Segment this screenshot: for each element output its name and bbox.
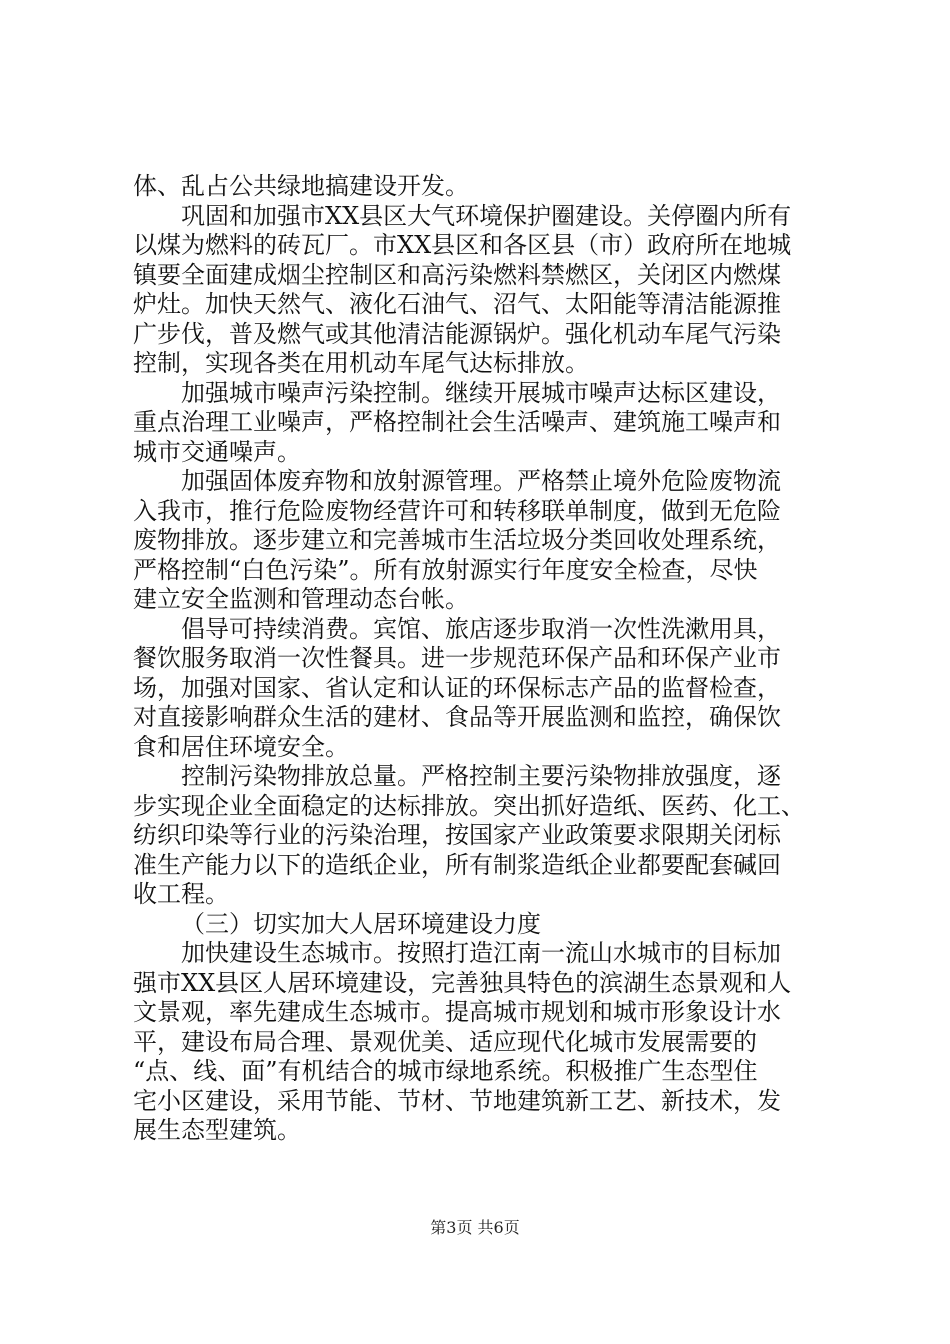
paragraph-line: 炉灶。加快天然气、液化石油气、沼气、太阳能等清洁能源推	[133, 290, 781, 318]
paragraph-line: 纺织印染等行业的污染治理，按国家产业政策要求限期关闭标	[133, 821, 781, 849]
paragraph-line: 对直接影响群众生活的建材、食品等开展监测和监控，确保饮	[133, 703, 781, 731]
paragraph-line: 严格控制“白色污染”。所有放射源实行年度安全检查，尽快	[133, 555, 758, 584]
paragraph-line: 加强城市噪声污染控制。继续开展城市噪声达标区建设，	[181, 378, 781, 407]
paragraph-line: 文景观，率先建成生态城市。提高城市规划和城市形象设计水	[133, 998, 781, 1026]
paragraph-line: 准生产能力以下的造纸企业，所有制浆造纸企业都要配套碱回	[133, 850, 781, 879]
paragraph-line: 巩固和加强市XX县区大气环境保护圈建设。关停圈内所有	[181, 201, 792, 230]
paragraph-line: 展生态型建筑。	[133, 1116, 301, 1144]
paragraph-line: 宅小区建设，采用节能、节材、节地建筑新工艺、新技术，发	[133, 1086, 781, 1115]
paragraph-line: 城市交通噪声。	[133, 437, 301, 466]
paragraph-noise-control	[133, 379, 833, 468]
paragraph-line: 食和居住环境安全。	[133, 732, 349, 761]
document-body	[133, 172, 833, 1146]
paragraph-emission-control	[133, 762, 833, 910]
paragraph-line: 餐饮服务取消一次性餐具。进一步规范环保产品和环保产业市	[133, 644, 781, 672]
paragraph-sustainable-consumption	[133, 615, 833, 763]
paragraph-air-protection	[133, 202, 833, 379]
paragraph-line: 平，建设布局合理、景观优美、适应现代化城市发展需要的	[133, 1027, 757, 1056]
paragraph-line: 强市XX县区人居环境建设，完善独具特色的滨湖生态景观和人	[133, 968, 792, 997]
paragraph-line: 收工程。	[133, 880, 229, 908]
page-number-footer: 第3页 共6页	[430, 1218, 520, 1237]
paragraph-line: 步实现企业全面稳定的达标排放。突出抓好造纸、医药、化工、	[133, 791, 805, 820]
paragraph-line: 广步伐，普及燃气或其他清洁能源锅炉。强化机动车尾气污染	[133, 319, 781, 348]
paragraph-eco-city	[133, 939, 833, 1146]
paragraph-line: 入我市，推行危险废物经营许可和转移联单制度，做到无危险	[133, 496, 781, 525]
paragraph-line: “点、线、面”有机结合的城市绿地系统。积极推广生态型住	[133, 1057, 758, 1085]
paragraph-line: 镇要全面建成烟尘控制区和高污染燃料禁燃区，关闭区内燃煤	[133, 260, 781, 289]
paragraph-line: 建立安全监测和管理动态台帐。	[133, 585, 469, 613]
section-heading-block	[133, 910, 833, 940]
paragraph-solid-waste	[133, 467, 833, 615]
paragraph-line: 控制污染物排放总量。严格控制主要污染物排放强度，逐	[181, 762, 781, 790]
paragraph-line: 重点治理工业噪声，严格控制社会生活噪声、建筑施工噪声和	[133, 408, 781, 436]
paragraph-line: 加强固体废弃物和放射源管理。严格禁止境外危险废物流	[181, 467, 781, 495]
paragraph-green-space	[133, 172, 833, 202]
section-heading: （三）切实加大人居环境建设力度	[181, 909, 541, 938]
paragraph-line: 场，加强对国家、省认定和认证的环保标志产品的监督检查，	[133, 673, 781, 702]
paragraph-line: 加快建设生态城市。按照打造江南一流山水城市的目标加	[181, 939, 781, 967]
paragraph-line: 控制，实现各类在用机动车尾气达标排放。	[133, 349, 589, 377]
paragraph-line: 体、乱占公共绿地搞建设开发。	[133, 172, 469, 200]
paragraph-line: 废物排放。逐步建立和完善城市生活垃圾分类回收处理系统，	[133, 526, 781, 554]
paragraph-line: 倡导可持续消费。宾馆、旅店逐步取消一次性洗漱用具，	[181, 614, 781, 643]
paragraph-line: 以煤为燃料的砖瓦厂。市XX县区和各区县（市）政府所在地城	[133, 231, 792, 259]
